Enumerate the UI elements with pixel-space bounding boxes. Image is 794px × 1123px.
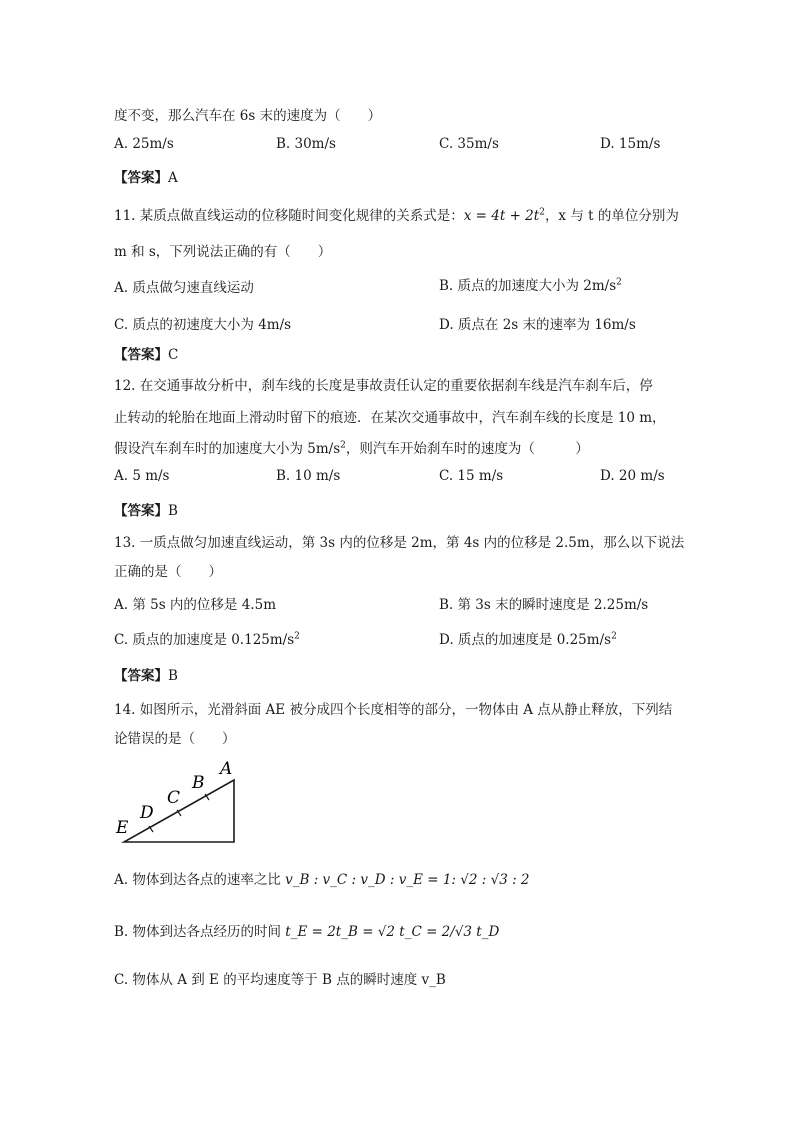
label-e: E (116, 818, 129, 838)
q10-answer (114, 166, 178, 186)
option-exp: 2 (294, 631, 300, 642)
option-text: B. 质点的加速度大小为 2m/s (439, 278, 617, 294)
q11-stem-line2: m 和 s，下列说法正确的有（ ） (114, 244, 332, 260)
q11-option-b (439, 274, 622, 294)
stem-text: 假设汽车刹车时的加速度大小为 5m/s (114, 441, 341, 457)
option-text: B. 物体到达各点经历的时间 (114, 924, 286, 940)
option-text: C. 质点的加速度是 0.125m/s (114, 632, 295, 648)
answer-tag: 【答案】 (114, 347, 168, 363)
option-exp: 2 (611, 631, 617, 642)
answer-value: C (168, 347, 179, 363)
q11-answer (114, 343, 178, 363)
q13-option-c (114, 628, 300, 648)
q11-stem-line1 (114, 204, 679, 224)
q12-option-a: A. 5 m/s (114, 468, 170, 484)
q12-stem-line3 (114, 437, 589, 457)
q12-option-d: D. 20 m/s (600, 468, 665, 484)
q12-stem-line1: 12. 在交通事故分析中，刹车线的长度是事故责任认定的重要依据刹车线是汽车刹车后，停 (114, 378, 653, 394)
answer-tag: 【答案】 (114, 668, 168, 684)
q11-option-a: A. 质点做匀速直线运动 (114, 280, 254, 296)
q14-option-a-math: v_B : v_C : v_D : v_E = 1: √2 : √3 : 2 (285, 872, 530, 888)
option-text: D. 质点的加速度是 0.25m/s (439, 632, 612, 648)
q11-stem-text2: ，x 与 t 的单位分别为 (544, 208, 679, 224)
label-d: D (140, 803, 154, 823)
q11-option-d: D. 质点在 2s 末的速率为 16m/s (439, 317, 636, 333)
answer-tag: 【答案】 (114, 170, 168, 186)
label-b: B (192, 773, 205, 793)
q10-option-d: D. 15m/s (600, 136, 661, 152)
q13-option-d (439, 628, 617, 648)
answer-tag: 【答案】 (114, 503, 168, 519)
option-exp: 2 (616, 277, 622, 288)
q12-stem-line2: 止转动的轮胎在地面上滑动时留下的痕迹．在某次交通事故中，汽车刹车线的长度是 10 m， (114, 410, 666, 426)
q14-option-c: C. 物体从 A 到 E 的平均速度等于 B 点的瞬时速度 v_B (114, 972, 446, 988)
q14-option-b (114, 920, 499, 940)
q10-option-c: C. 35m/s (439, 136, 499, 152)
q13-stem-line2: 正确的是（ ） (114, 564, 222, 580)
q14-stem-line2: 论错误的是（ ） (114, 731, 236, 747)
q10-option-b: B. 30m/s (276, 136, 336, 152)
q13-option-a: A. 第 5s 内的位移是 4.5m (114, 597, 276, 613)
label-a: A (220, 759, 233, 779)
q13-stem-line1: 13. 一质点做匀加速直线运动，第 3s 内的位移是 2m，第 4s 内的位移是 2.5m，那么以下说法 (114, 535, 685, 551)
q13-option-b: B. 第 3s 末的瞬时速度是 2.25m/s (439, 597, 649, 613)
option-text: A. 物体到达各点的速率之比 (114, 872, 286, 888)
q14-stem-line1: 14. 如图所示，光滑斜面 AE 被分成四个长度相等的部分，一物体由 A 点从静止释放，下列结 (114, 702, 673, 718)
q11-formula: x = 4t + 2t (463, 208, 540, 224)
stem-exp: 2 (340, 440, 346, 451)
stem-text2: ，则汽车开始刹车时的速度为（ ） (345, 441, 589, 457)
q13-answer (114, 664, 178, 684)
incline-figure (112, 754, 242, 846)
label-c: C (167, 788, 181, 808)
q14-option-b-math: t_E = 2t_B = √2 t_C = 2/√3 t_D (285, 924, 500, 940)
q11-formula-exp: 2 (539, 207, 545, 218)
answer-value: B (168, 503, 178, 519)
q11-stem-text: 11. 某质点做直线运动的位移随时间变化规律的关系式是： (114, 208, 464, 224)
q12-option-c: C. 15 m/s (439, 468, 504, 484)
answer-value: B (168, 668, 178, 684)
q10-option-a: A. 25m/s (114, 136, 174, 152)
q12-option-b: B. 10 m/s (276, 468, 341, 484)
q14-option-a (114, 868, 530, 888)
q11-option-c: C. 质点的初速度大小为 4m/s (114, 317, 292, 333)
q12-answer (114, 499, 178, 519)
answer-value: A (168, 170, 178, 186)
q10-stem: 度不变，那么汽车在 6s 末的速度为（ ） (114, 108, 382, 124)
